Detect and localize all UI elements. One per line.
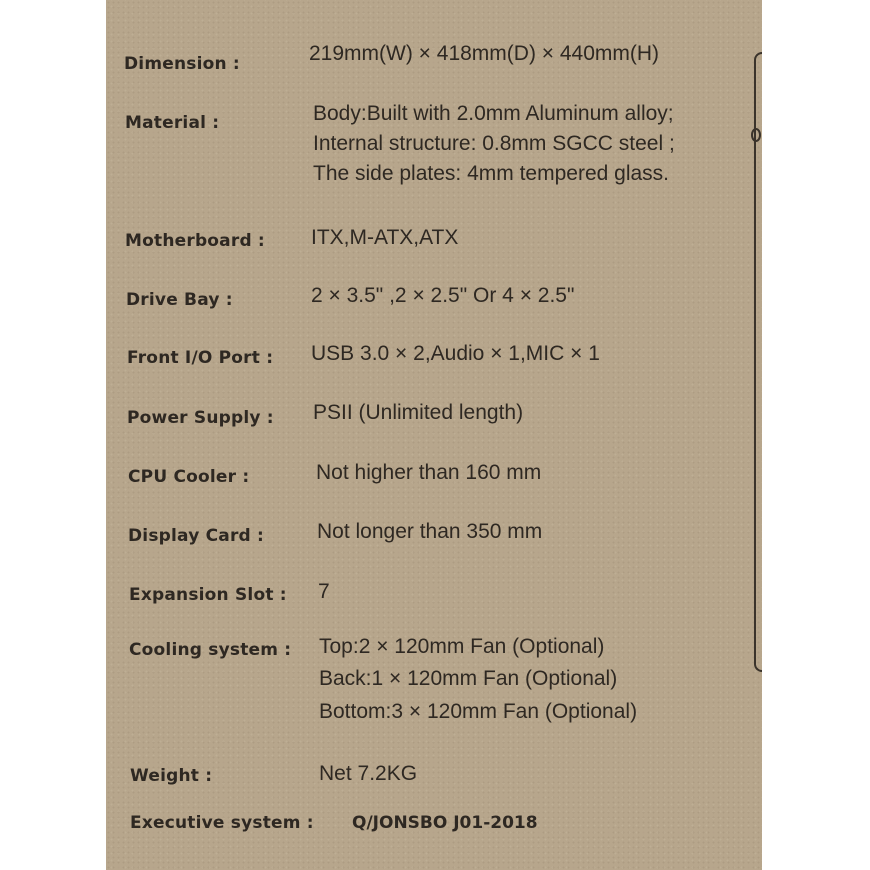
spec-label: Display Card :	[128, 526, 265, 546]
spec-label: Material :	[125, 113, 220, 133]
spec-value: 219mm(W) × 418mm(D) × 440mm(H)	[309, 42, 660, 65]
spec-value: Not higher than 160 mm	[316, 461, 542, 484]
spec-label: Power Supply :	[127, 408, 274, 428]
spec-value: PSII (Unlimited length)	[313, 401, 524, 424]
spec-value: Internal structure: 0.8mm SGCC steel ;	[313, 132, 675, 155]
spec-value: Back:1 × 120mm Fan (Optional)	[319, 667, 618, 690]
spec-label: Dimension :	[124, 54, 240, 74]
spec-value: Top:2 × 120mm Fan (Optional)	[319, 635, 605, 658]
spec-value: Bottom:3 × 120mm Fan (Optional)	[319, 700, 638, 723]
spec-value: Net 7.2KG	[319, 762, 418, 785]
spec-value: The side plates: 4mm tempered glass.	[313, 162, 669, 185]
spec-value: 7	[318, 580, 330, 603]
folded-flap-area	[762, 0, 870, 870]
spec-value: USB 3.0 × 2,Audio × 1,MIC × 1	[311, 342, 600, 365]
spec-value: 2 × 3.5" ,2 × 2.5" Or 4 × 2.5"	[311, 284, 575, 307]
spec-label: Weight :	[130, 766, 213, 786]
spec-value: Q/JONSBO J01-2018	[352, 813, 538, 833]
spec-label: Expansion Slot :	[129, 585, 287, 605]
spec-label: Executive system :	[130, 813, 314, 833]
spec-value: Not longer than 350 mm	[317, 520, 543, 543]
flap-outline	[754, 52, 762, 672]
spec-label: Cooling system :	[129, 640, 292, 660]
spec-value: Body:Built with 2.0mm Aluminum alloy;	[313, 102, 674, 125]
spec-label: Drive Bay :	[126, 290, 233, 310]
spec-label: CPU Cooler :	[128, 467, 250, 487]
spec-value: ITX,M-ATX,ATX	[311, 226, 459, 249]
spec-label: Motherboard :	[125, 231, 265, 251]
flap-mark	[751, 128, 761, 142]
spec-label: Front I/O Port :	[127, 348, 274, 368]
